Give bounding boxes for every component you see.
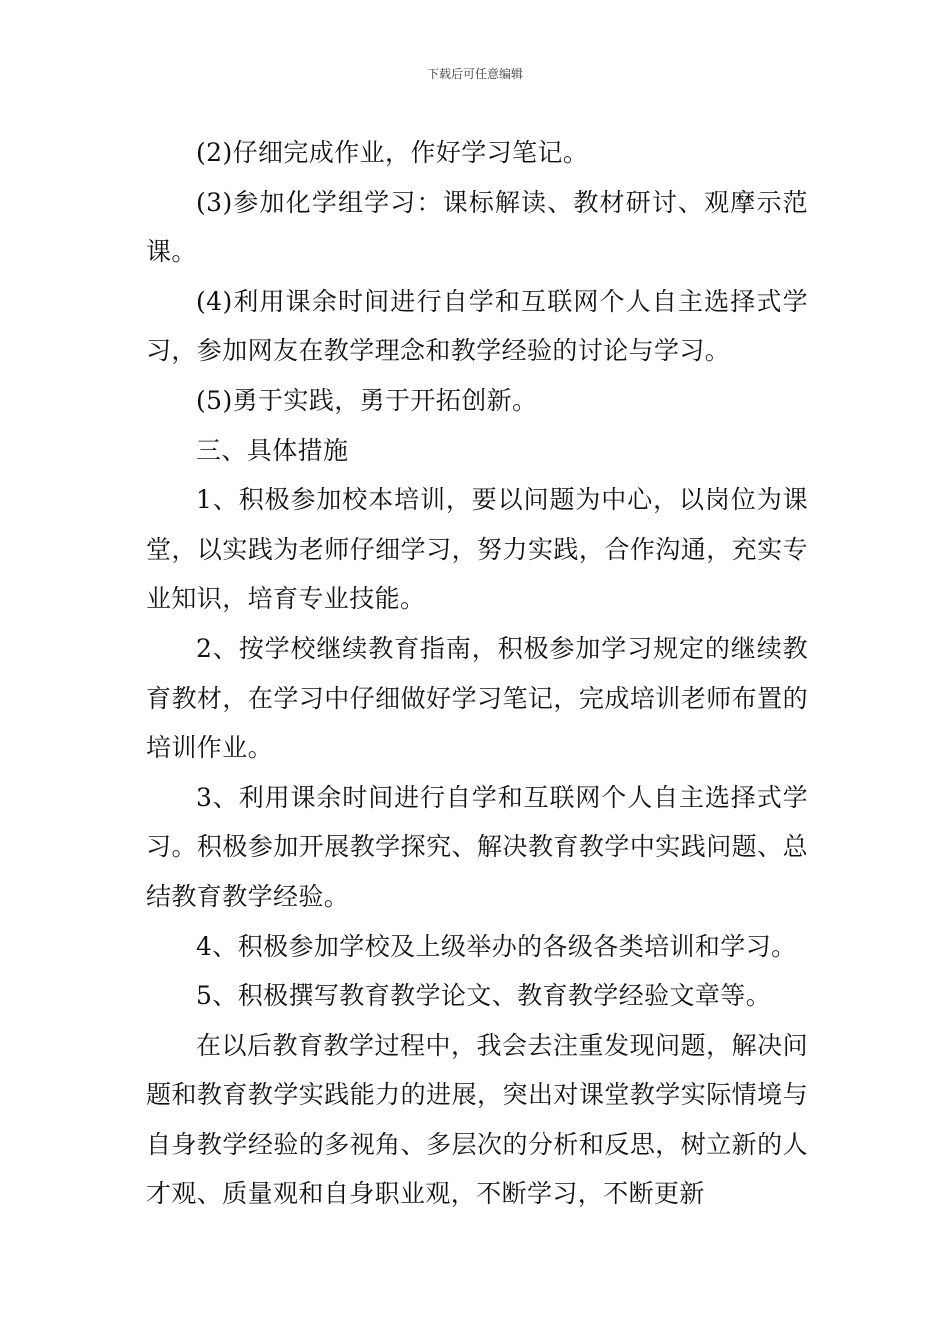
document-body [146, 128, 808, 1219]
paragraph-item-4: (4)利用课余时间进行自学和互联网个人自主选择式学习，参加网友在教学理念和教学经验的讨论与学习。 [146, 286, 808, 366]
paragraph-item-3: (3)参加化学组学习：课标解读、教材研讨、观摩示范课。 [146, 187, 808, 267]
paragraph-item-2: (2)仔细完成作业，作好学习笔记。 [196, 138, 589, 167]
measure-4: 4、积极参加学校及上级举办的各级各类培训和学习。 [196, 931, 797, 961]
measure-3: 3、利用课余时间进行自学和互联网个人自主选择式学习。积极参加开展教学探究、解决教育教学中实践问题、总结教育教学经验。 [146, 782, 808, 911]
measure-1: 1、积极参加校本培训，要以问题为中心，以岗位为课堂，以实践为老师仔细学习，努力实践，合作沟通，充实专业知识，培育专业技能。 [146, 485, 808, 614]
measure-5: 5、积极撰写教育教学论文、教育教学经验文章等。 [196, 981, 772, 1011]
measure-2: 2、按学校继续教育指南，积极参加学习规定的继续教育教材，在学习中仔细做好学习笔记，完成培训老师布置的培训作业。 [146, 633, 808, 763]
page-header: 下载后可任意编辑 [426, 67, 523, 81]
section-heading: 三、具体措施 [196, 435, 349, 465]
closing-paragraph: 在以后教育教学过程中，我会去注重发现问题，解决问题和教育教学实践能力的进展，突出对课堂教学实际情境与自身教学经验的多视角、多层次的分析和反思，树立新的人才观、质量观和自身职业观，不断学习，不断更新 [146, 1030, 808, 1209]
paragraph-item-5: (5)勇于实践，勇于开拓创新。 [196, 385, 538, 415]
